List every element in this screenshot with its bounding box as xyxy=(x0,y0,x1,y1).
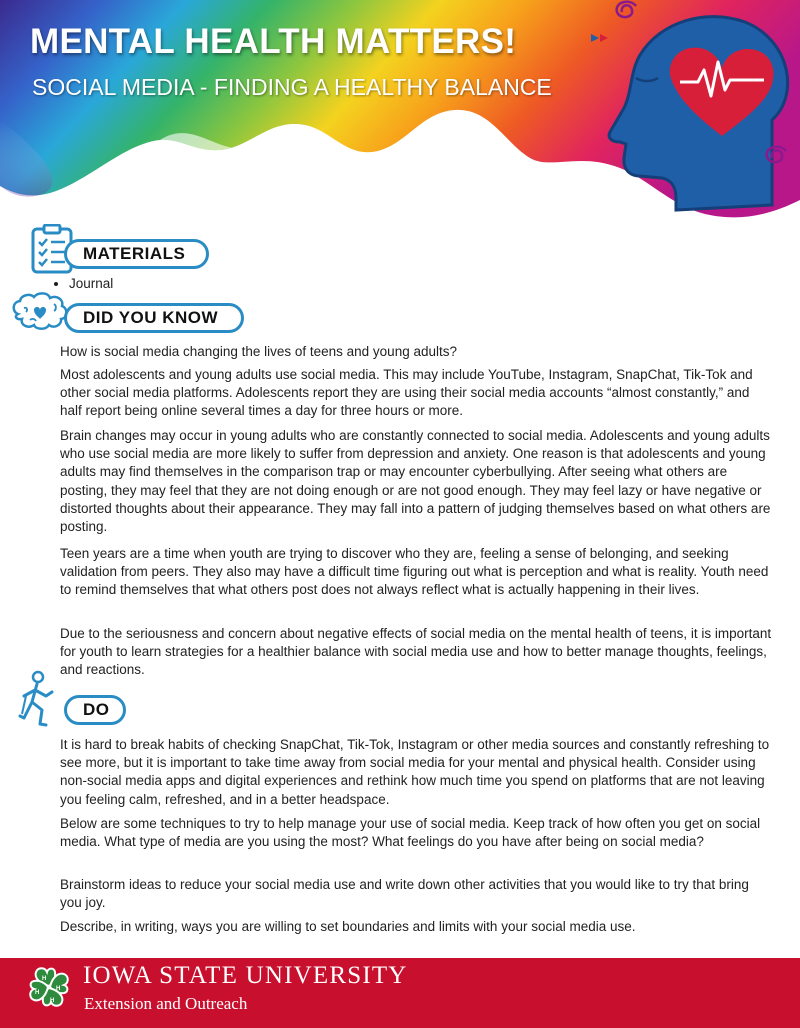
extension-name: Extension and Outreach xyxy=(84,994,248,1013)
page-title: MENTAL HEALTH MATTERS! xyxy=(30,22,517,61)
dyk-paragraph-2: Most adolescents and young adults use social media. This may include YouTube, Instagram, SnapChat, Tik-Tok and other social media platforms. Adolescents report they are using their social media accounts “almost constantly,” and half report being online several times a day for three hours or more. xyxy=(60,367,753,419)
do-heading: DO xyxy=(64,695,126,725)
svg-text:H: H xyxy=(42,976,47,982)
page-subtitle: SOCIAL MEDIA - FINDING A HEALTHY BALANCE xyxy=(32,74,552,100)
university-name: IOWA STATE UNIVERSITY xyxy=(83,962,408,989)
materials-list xyxy=(53,274,113,294)
dyk-paragraph-5: Due to the seriousness and concern about negative effects of social media on the mental health of teens, it is important for youth to learn strategies for a healthier balance with social media use and how to better manage thoughts, feelings, and reactions. xyxy=(60,626,772,678)
walking-person-icon xyxy=(16,670,64,728)
dyk-paragraph-1: How is social media changing the lives of teens and young adults? xyxy=(60,344,457,359)
svg-text:H: H xyxy=(50,998,55,1004)
do-paragraph-1: It is hard to break habits of checking SnapChat, Tik-Tok, Instagram or other media sources and constantly refreshing to see more, but it is important to take time away from social media for your mental and physical health. Consider using non-social media apps and digital experiences and rethink how much time you spend on platforms that are not leaving you feeling calm, refreshed, and in a better headspace. xyxy=(60,737,770,807)
svg-text:H: H xyxy=(56,986,61,992)
four-h-clover-icon xyxy=(26,964,72,1010)
svg-text:H: H xyxy=(35,990,40,996)
materials-heading: MATERIALS xyxy=(64,239,209,269)
list-item: • Journal xyxy=(69,274,113,294)
dyk-paragraph-3: Brain changes may occur in young adults who are constantly connected to social media. Adolescents and young adults who use social media are more likely to suffer from depression and anxiety. One reason is that adolescents and young adults may find themselves in the comparison trap or may encounter cyberbullying. After seeing what others are posting, they may feel that they are not doing enough or are not good enough. They may feel lazy or have negative or distorted thoughts about their appearance. They may fall into a pattern of judging themselves based on what others are posting. xyxy=(60,428,771,535)
do-paragraph-2: Below are some techniques to try to help manage your use of social media. Keep track of how often you get on social media. What type of media are you using the most? What feelings do you have after being on social media? xyxy=(60,816,761,850)
did-you-know-heading: DID YOU KNOW xyxy=(64,303,244,333)
do-paragraph-3: Brainstorm ideas to reduce your social media use and write down other activities that you would like to try that bring you joy. xyxy=(60,877,749,911)
do-paragraph-4: Describe, in writing, ways you are willing to set boundaries and limits with your social media use. xyxy=(60,919,636,934)
dyk-paragraph-4: Teen years are a time when youth are trying to discover who they are, feeling a sense of belonging, and seeking validation from peers. They also may have a difficult time figuring out what is perception and what is reality. Youth need to remind themselves that what others post does not always reflect what is actually happening in their lives. xyxy=(60,546,769,598)
